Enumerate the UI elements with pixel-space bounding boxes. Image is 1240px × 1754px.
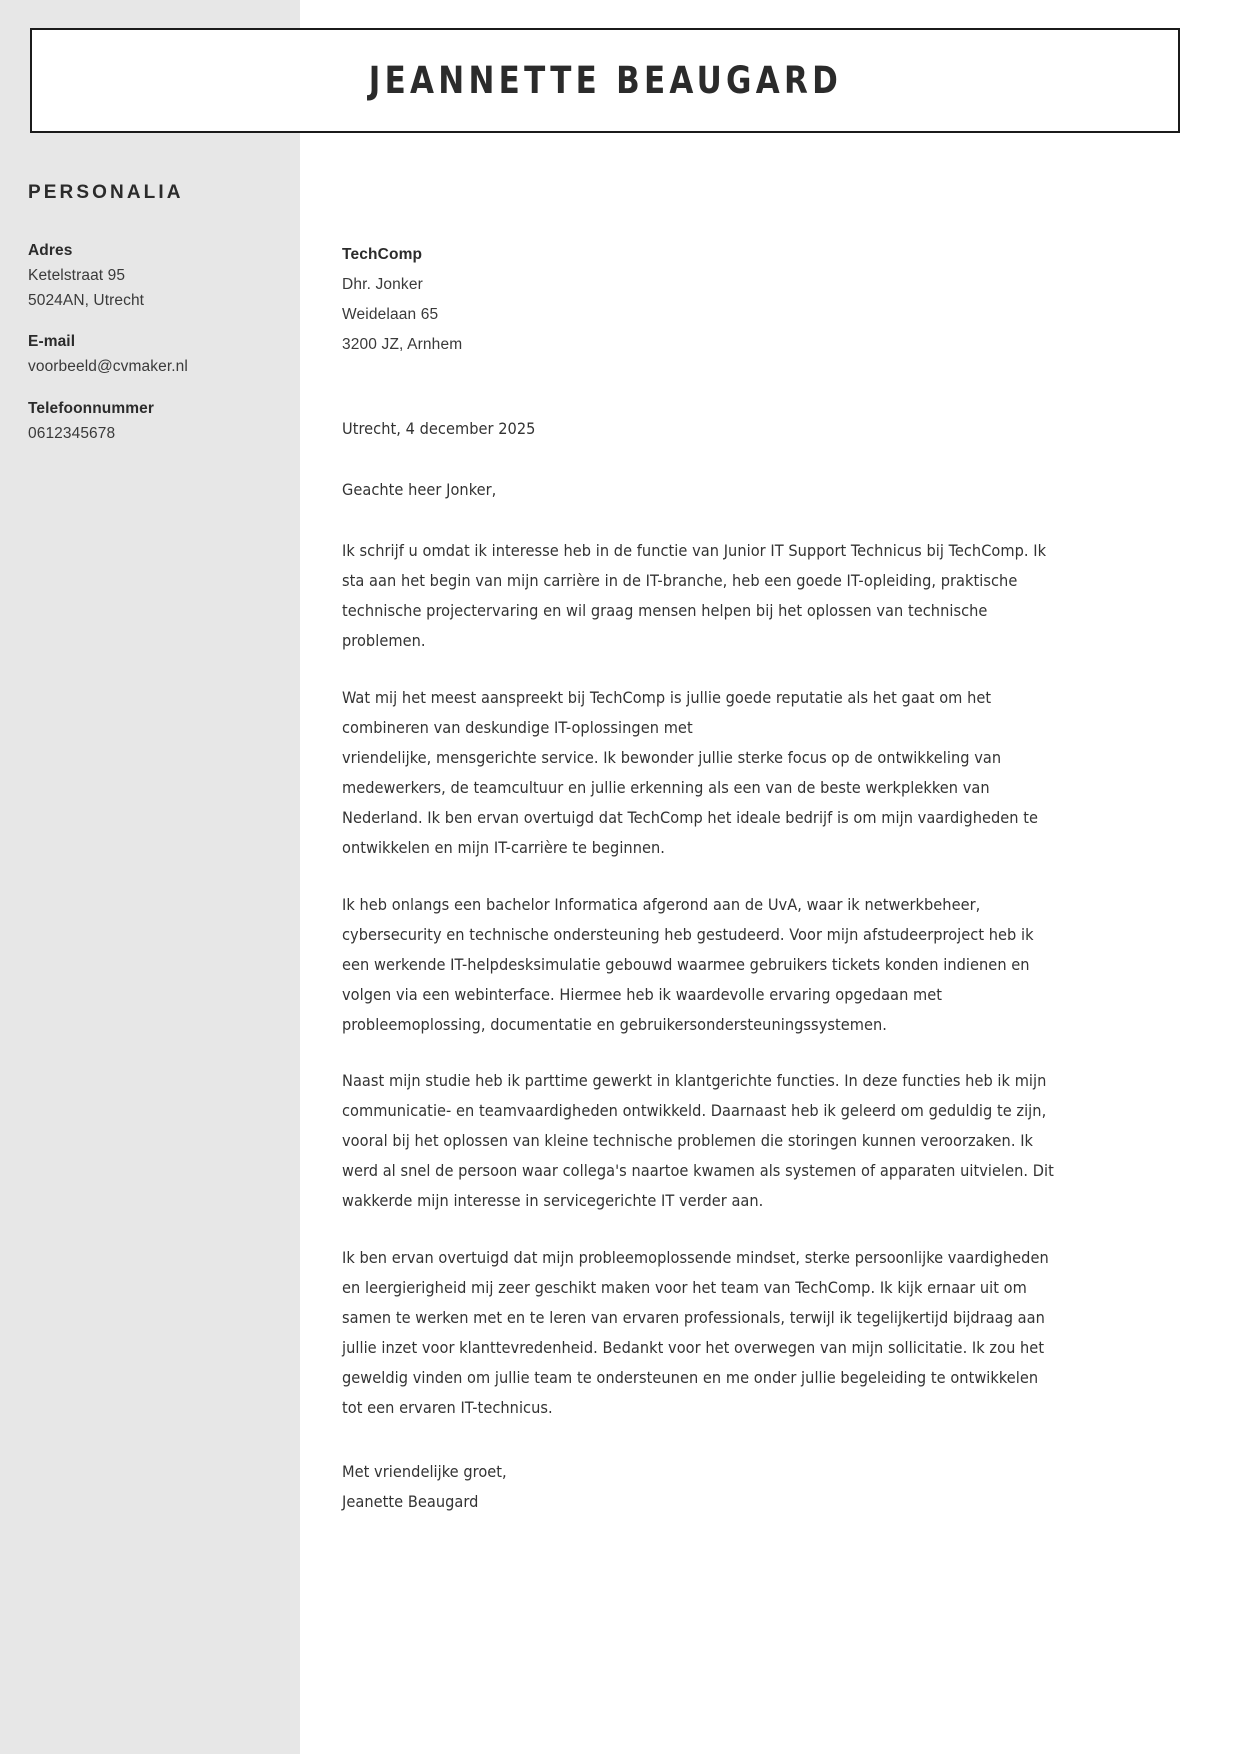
contact-group-adres	[28, 238, 278, 313]
page-title: JEANNETTE BEAUGARD	[368, 59, 842, 102]
contact-label-adres: Adres	[28, 242, 73, 259]
letter-date-line: Utrecht, 4 december 2025	[342, 419, 536, 438]
letter-paragraph-5: Ik ben ervan overtuigd dat mijn probleemoplossende mindset, sterke persoonlijke vaardigheden en leergierigheid mij zeer geschikt maken voor het team van TechComp. Ik kijk ernaar uit om samen te werken met en te leren van ervaren professionals, terwijl ik tegelijkertijd bijdraag aan jullie inzet voor klanttevredenheid. Bedankt voor het overwegen van mijn sollicitatie. Ik zou het geweldig vinden om jullie team te ondersteunen en me onder jullie begeleiding te ontwikkelen tot een ervaren IT-technicus.	[342, 1248, 1049, 1418]
recipient-street: Weidelaan 65	[342, 305, 439, 323]
letter-content	[342, 414, 1057, 1517]
contact-value-email[interactable]: voorbeeld@cvmaker.nl	[28, 358, 188, 376]
letter-paragraph-2b: vriendelijke, mensgerichte service. Ik bewonder jullie sterke focus op de ontwikkeling van medewerkers, de teamcultuur en jullie erkenning als een van de beste werkplekken van Nederland. Ik ben ervan overtuigd dat TechComp het ideale bedrijf is om mijn vaardigheden te ontwikkelen en mijn IT-carrière te beginnen.	[342, 747, 1039, 857]
letter-salutation: Geachte heer Jonker,	[342, 479, 497, 499]
spacer	[342, 505, 1057, 536]
letter-paragraph-2a: Wat mij het meest aanspreekt bij TechComp is jullie goede reputatie als het gaat om het combineren van deskundige IT-oplossingen met	[342, 687, 992, 737]
letter-paragraph-1: Ik schrijf u omdat ik interesse heb in de functie van Junior IT Support Technicus bij TechComp. Ik sta aan het begin van mijn carrière in de IT-branche, heb een goede IT-opleiding, praktische technische projectervaring en wil graag mensen helpen bij het oplossen van technische problemen.	[342, 540, 1047, 650]
spacer	[342, 863, 1057, 890]
contact-group-email	[28, 329, 278, 379]
letter-paragraph-4: Naast mijn studie heb ik parttime gewerkt in klantgerichte functies. In deze functies heb ik mijn communicatie- en teamvaardigheden ontwikkeld. Daarnaast heb ik geleerd om geduldig te zijn, vooral bij het oplossen van kleine technische problemen die storingen kunnen veroorzaken. Ik werd al snel de persoon waar collega's naartoe kwamen als systemen of apparaten uitvielen. Dit wakkerde mijn interesse in servicegerichte IT verder aan.	[342, 1071, 1054, 1211]
recipient-contact-person: Dhr. Jonker	[342, 275, 423, 293]
spacer	[342, 444, 1057, 475]
contact-value-adres-street: Ketelstraat 95	[28, 267, 126, 285]
recipient-city: 3200 JZ, Arnhem	[342, 335, 463, 353]
spacer	[342, 1039, 1057, 1066]
spacer	[342, 1216, 1057, 1243]
recipient-company: TechComp	[342, 246, 423, 263]
letter-signature-name: Jeanette Beaugard	[342, 1492, 479, 1512]
letter-closing-phrase: Met vriendelijke groet,	[342, 1462, 507, 1482]
contact-label-telefoonnummer: Telefoonnummer	[28, 399, 154, 417]
contact-value-adres-city: 5024AN, Utrecht	[28, 292, 145, 310]
recipient-block	[342, 240, 1057, 360]
spacer	[342, 1423, 1057, 1457]
letter-paragraph-3: Ik heb onlangs een bachelor Informatica afgerond aan de UvA, waar ik netwerkbeheer, cybersecurity en technische ondersteuning heb gestudeerd. Voor mijn afstudeerproject heb ik een werkende IT-helpdesksimulatie gebouwd waarmee gebruikers tickets konden indienen en volgen via een webinterface. Hiermee heb ik waardevolle ervaring opgedaan met probleemoplossing, documentatie en gebruikersondersteuningssystemen.	[342, 894, 1034, 1034]
sidebar	[0, 0, 300, 1754]
contact-group-telefoonnummer	[28, 396, 278, 446]
spacer	[342, 656, 1057, 683]
contact-value-telefoonnummer[interactable]: 0612345678	[28, 424, 116, 442]
contact-list	[28, 238, 278, 462]
sidebar-section-title: PERSONALIA	[28, 182, 184, 203]
contact-label-email: E-mail	[28, 333, 76, 351]
